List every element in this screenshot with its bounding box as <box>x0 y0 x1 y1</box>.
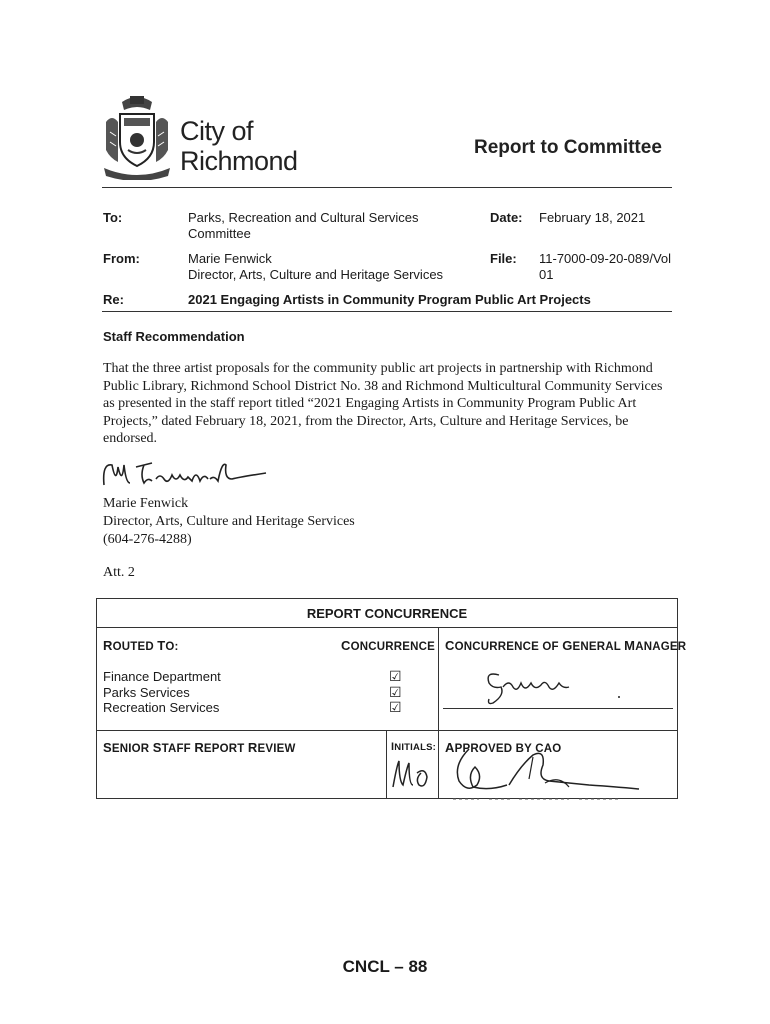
general-manager-signature-line <box>443 708 673 709</box>
department-recreation: Recreation Services <box>103 700 220 715</box>
city-name-line1: City of <box>180 116 254 146</box>
checkbox-icon: ☑ <box>389 699 402 715</box>
date-value: February 18, 2021 <box>539 210 646 225</box>
approved-by-cao-header: APPROVED BY CAO <box>445 740 562 755</box>
senior-staff-report-review-header: SENIOR STAFF REPORT REVIEW <box>103 740 296 755</box>
re-value: 2021 Engaging Artists in Community Program Public Art Projects <box>188 292 591 307</box>
signer-block <box>103 495 355 549</box>
cao-signature <box>449 745 675 801</box>
routed-to-header: ROUTED TO: <box>103 638 179 653</box>
city-name <box>180 116 298 176</box>
recommendation-text: That the three artist proposals for the community public art projects in partnership with Richmond Public Library, Richmond School District No. 38 and Richmond Multicultural Community Services as presented in the staff report titled “2021 Engaging Artists in Community Program Public Art Projects,” dated February 18, 2021, from the Director, Arts, Culture and Heritage Services, be endorsed. <box>103 361 663 447</box>
concurrence-checks <box>389 669 402 716</box>
staff-recommendation-heading: Staff Recommendation <box>103 329 245 344</box>
page-number: CNCL – 88 <box>342 957 428 976</box>
director-signature <box>100 455 270 495</box>
from-value <box>188 251 443 283</box>
city-name-line2: Richmond <box>180 146 298 176</box>
attachments-note: Att. 2 <box>103 565 135 580</box>
from-value-line2: Director, Arts, Culture and Heritage Services <box>188 267 444 282</box>
checkbox-icon: ☑ <box>389 668 402 684</box>
concurrence-header: CONCURRENCE <box>341 638 436 653</box>
to-value-line1: Parks, Recreation and Cultural Services <box>188 210 419 225</box>
report-title: Report to Committee <box>474 137 662 158</box>
re-label: Re: <box>103 292 124 307</box>
file-value-line2: 01 <box>539 267 554 282</box>
signer-phone: (604-276-4288) <box>103 532 192 547</box>
file-label: File: <box>490 251 517 266</box>
date-label: Date: <box>490 210 523 225</box>
department-list <box>103 669 221 716</box>
header-divider <box>102 187 672 188</box>
review-divider <box>97 730 677 731</box>
subject-divider <box>102 311 672 312</box>
to-value <box>188 210 419 242</box>
checkbox-icon: ☑ <box>389 683 402 700</box>
department-parks: Parks Services <box>103 684 190 700</box>
file-value-line1: 11-7000-09-20-089/Vol <box>539 251 672 266</box>
to-label: To: <box>103 210 123 225</box>
signer-name: Marie Fenwick <box>103 496 189 511</box>
report-concurrence-table <box>96 598 687 799</box>
column-divider-1 <box>438 627 439 799</box>
concurrence-title-divider <box>97 627 677 628</box>
initials-header: INITIALS: <box>391 741 436 753</box>
reviewer-initials <box>389 751 435 795</box>
column-divider-2 <box>386 730 387 799</box>
city-crest-logo <box>102 92 172 180</box>
general-manager-signature <box>479 665 629 709</box>
from-label: From: <box>103 251 140 266</box>
signer-title: Director, Arts, Culture and Heritage Services <box>103 514 355 529</box>
department-finance: Finance Department <box>103 669 221 684</box>
concurrence-title: REPORT CONCURRENCE <box>306 606 468 621</box>
general-manager-concurrence-header: CONCURRENCE OF GENERAL MANAGER <box>445 638 687 653</box>
file-value <box>539 251 671 283</box>
to-value-line2: Committee <box>188 226 251 241</box>
from-value-line1: Marie Fenwick <box>188 251 272 266</box>
